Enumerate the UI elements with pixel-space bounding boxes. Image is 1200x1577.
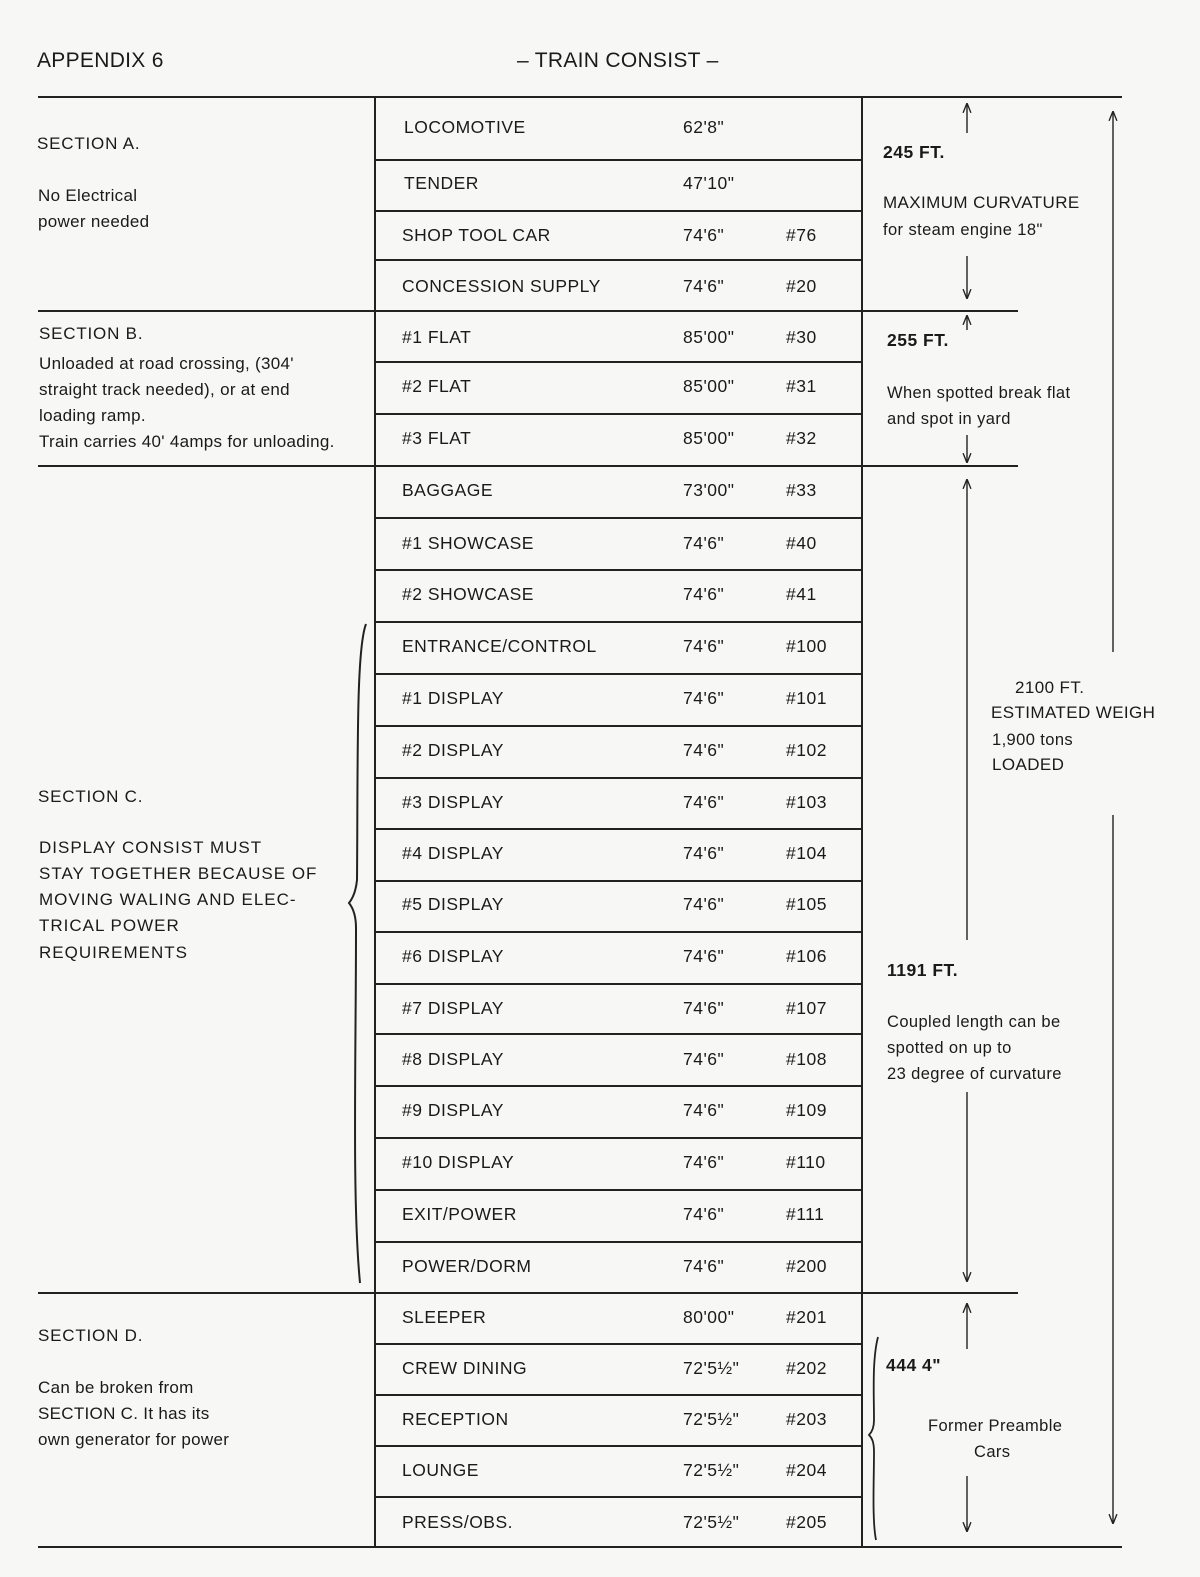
- car-number: #100: [786, 636, 827, 656]
- note-a-length: 245 FT.: [883, 142, 945, 162]
- car-name: #9 DISPLAY: [402, 1100, 504, 1120]
- car-name: EXIT/POWER: [402, 1204, 517, 1224]
- car-length: 74'6": [683, 1100, 725, 1120]
- section-b-text-4: Train carries 40' 4amps for unloading.: [39, 432, 335, 451]
- note-c-length: 1191 FT.: [887, 960, 959, 980]
- car-length: 74'6": [683, 1256, 725, 1276]
- car-length: 74'6": [683, 584, 725, 604]
- car-number: #40: [786, 533, 817, 553]
- section-a-text-2: power needed: [38, 212, 150, 231]
- page-title: – TRAIN CONSIST –: [517, 49, 719, 72]
- car-number: #204: [786, 1460, 827, 1480]
- car-name: #10 DISPLAY: [402, 1152, 515, 1172]
- car-length: 74'6": [683, 1152, 725, 1172]
- car-name: LOCOMOTIVE: [404, 117, 526, 137]
- note-b-length: 255 FT.: [887, 330, 949, 350]
- car-number: #109: [786, 1100, 827, 1120]
- section-c-text-5: REQUIREMENTS: [39, 943, 188, 962]
- car-number: #110: [786, 1152, 826, 1172]
- section-b-text-1: Unloaded at road crossing, (304': [39, 354, 294, 373]
- car-name: RECEPTION: [402, 1409, 509, 1429]
- car-length: 74'6": [683, 792, 725, 812]
- car-name: #1 DISPLAY: [402, 688, 504, 708]
- note-b-text-2: and spot in yard: [887, 410, 1011, 428]
- car-number: #111: [786, 1204, 825, 1224]
- section-c-text-2: STAY TOGETHER BECAUSE OF: [39, 864, 318, 883]
- car-number: #200: [786, 1256, 827, 1276]
- section-c-text-3: MOVING WALING AND ELEC-: [39, 890, 297, 909]
- section-d-title: SECTION D.: [38, 1326, 144, 1345]
- car-name: #6 DISPLAY: [402, 946, 504, 966]
- car-number: #76: [786, 225, 817, 245]
- note-d-length: 444 4": [886, 1355, 942, 1375]
- car-number: #201: [786, 1307, 827, 1327]
- section-c-text-1: DISPLAY CONSIST MUST: [39, 838, 263, 857]
- car-number: #31: [786, 376, 817, 396]
- car-name: BAGGAGE: [402, 480, 494, 500]
- car-length: 74'6": [683, 533, 725, 553]
- car-name: #8 DISPLAY: [402, 1049, 504, 1069]
- section-c-text-4: TRICAL POWER: [39, 916, 180, 935]
- car-name: SHOP TOOL CAR: [402, 225, 551, 245]
- car-number: #202: [786, 1358, 827, 1378]
- note-b-text-1: When spotted break flat: [887, 384, 1071, 402]
- section-d-text-2: SECTION C. It has its: [38, 1404, 210, 1423]
- car-name: #2 FLAT: [402, 376, 472, 396]
- car-name: #1 FLAT: [402, 327, 472, 347]
- car-number: #32: [786, 428, 817, 448]
- car-name: CONCESSION SUPPLY: [402, 276, 601, 296]
- note-a-text-1: MAXIMUM CURVATURE: [883, 193, 1080, 212]
- car-number: #101: [786, 688, 827, 708]
- car-length: 72'5½": [683, 1512, 740, 1532]
- section-a-text-1: No Electrical: [38, 186, 138, 205]
- total-loaded-label: LOADED: [992, 755, 1065, 774]
- car-name: #3 FLAT: [402, 428, 472, 448]
- car-name: #2 DISPLAY: [402, 740, 504, 760]
- car-length: 74'6": [683, 636, 725, 656]
- section-a-title: SECTION A.: [37, 134, 141, 153]
- car-name: ENTRANCE/CONTROL: [402, 636, 597, 656]
- car-number: #30: [786, 327, 817, 347]
- car-number: #20: [786, 276, 817, 296]
- car-number: #205: [786, 1512, 827, 1532]
- note-c-text-3: 23 degree of curvature: [887, 1065, 1062, 1083]
- car-number: #102: [786, 740, 827, 760]
- car-name: #1 SHOWCASE: [402, 533, 534, 553]
- car-name: #4 DISPLAY: [402, 843, 504, 863]
- car-name: #3 DISPLAY: [402, 792, 504, 812]
- car-length: 74'6": [683, 688, 725, 708]
- car-number: #41: [786, 584, 817, 604]
- car-number: #107: [786, 998, 827, 1018]
- car-length: 73'00": [683, 480, 735, 500]
- car-length: 47'10": [683, 173, 735, 193]
- total-weight-label: ESTIMATED WEIGH: [991, 703, 1156, 722]
- car-name: #5 DISPLAY: [402, 894, 504, 914]
- car-length: 72'5½": [683, 1409, 740, 1429]
- note-d-text-1: Former Preamble: [928, 1417, 1063, 1435]
- car-number: #108: [786, 1049, 827, 1069]
- car-length: 72'5½": [683, 1460, 740, 1480]
- car-length: 85'00": [683, 428, 735, 448]
- section-b-text-3: loading ramp.: [39, 406, 146, 425]
- car-name: LOUNGE: [402, 1460, 479, 1480]
- car-length: 74'6": [683, 946, 725, 966]
- section-d-text-3: own generator for power: [38, 1430, 230, 1449]
- car-name: #2 SHOWCASE: [402, 584, 534, 604]
- car-name: POWER/DORM: [402, 1256, 532, 1276]
- car-name: PRESS/OBS.: [402, 1512, 514, 1532]
- car-length: 74'6": [683, 894, 725, 914]
- section-d-brace: [869, 1337, 878, 1540]
- section-c-brace: [349, 624, 366, 1283]
- car-length: 74'6": [683, 843, 725, 863]
- section-c-title: SECTION C.: [38, 787, 144, 806]
- car-number: #33: [786, 480, 817, 500]
- car-length: 74'6": [683, 276, 725, 296]
- car-length: 74'6": [683, 225, 725, 245]
- note-c-text-1: Coupled length can be: [887, 1013, 1061, 1031]
- car-length: 85'00": [683, 376, 735, 396]
- car-name: CREW DINING: [402, 1358, 528, 1378]
- car-number: #103: [786, 792, 827, 812]
- section-b-text-2: straight track needed), or at end: [39, 380, 290, 399]
- car-length: 74'6": [683, 1204, 725, 1224]
- note-d-text-2: Cars: [974, 1443, 1011, 1461]
- section-b-title: SECTION B.: [39, 324, 144, 343]
- car-name: SLEEPER: [402, 1307, 487, 1327]
- section-d-text-1: Can be broken from: [38, 1378, 194, 1397]
- car-number: #106: [786, 946, 827, 966]
- total-weight-value: 1,900 tons: [992, 731, 1074, 749]
- car-length: 74'6": [683, 998, 725, 1018]
- car-length: 62'8": [683, 117, 725, 137]
- car-length: 74'6": [683, 740, 725, 760]
- car-length: 74'6": [683, 1049, 725, 1069]
- car-name: #7 DISPLAY: [402, 998, 504, 1018]
- note-c-text-2: spotted on up to: [887, 1039, 1012, 1057]
- car-length: 85'00": [683, 327, 735, 347]
- car-number: #104: [786, 843, 827, 863]
- total-length: 2100 FT.: [1015, 678, 1085, 697]
- appendix-label: APPENDIX 6: [37, 49, 164, 72]
- car-number: #105: [786, 894, 827, 914]
- car-length: 72'5½": [683, 1358, 740, 1378]
- note-a-text-2: for steam engine 18": [883, 221, 1043, 239]
- car-length: 80'00": [683, 1307, 735, 1327]
- car-number: #203: [786, 1409, 827, 1429]
- car-name: TENDER: [404, 173, 479, 193]
